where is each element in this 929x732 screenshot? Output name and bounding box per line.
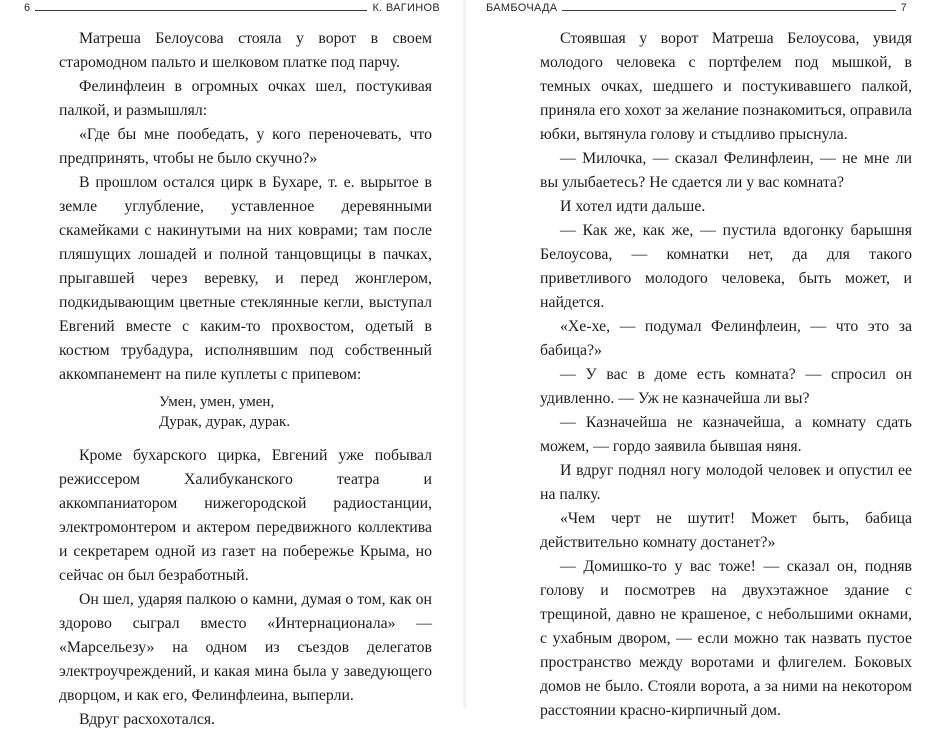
paragraph: И вдруг поднял ногу молодой человек и опустил ее на палку. bbox=[540, 462, 912, 503]
paragraph: «Где бы мне пообедать, у кого переночевать, что предпринять, чтобы не было скучно?» bbox=[59, 126, 432, 167]
left-page-header bbox=[24, 2, 440, 14]
right-page-header bbox=[486, 2, 907, 14]
page-number: 7 bbox=[900, 2, 907, 14]
verse-line: Дурак, дурак, дурак. bbox=[159, 414, 291, 430]
left-page bbox=[0, 0, 462, 728]
book-gutter bbox=[463, 0, 466, 708]
running-head: БАМБОЧАДА bbox=[486, 2, 558, 14]
left-page-body bbox=[59, 27, 432, 732]
right-page bbox=[467, 0, 929, 719]
paragraph: В прошлом остался цирк в Бухаре, т. е. вырытое в земле углубление, уставленное деревянными скамейками с накинутыми на них коврами; там после пляшущих лошадей и полной танцовщицы в пачках, прыгавшей через веревку, и перед жонглером, подкидывающим цветные стеклянные кегли, выступал Евгений вместе с каким-то прохвостом, одетый в костюм трубадура, исполнявшим под собственный аккомпанемент на пиле куплеты с припевом: bbox=[59, 174, 432, 383]
header-rule bbox=[35, 10, 367, 11]
paragraph: «Хе-хе, — подумал Фелинфлеин, — что это за бабица?» bbox=[540, 318, 912, 359]
paragraph: «Чем черт не шутит! Может быть, бабица действительно комнату достанет?» bbox=[540, 510, 912, 551]
verse-line: Умен, умен, умен, bbox=[159, 394, 275, 410]
paragraph: — Милочка, — сказал Фелинфлеин, — не мне ли вы улыбаетесь? Не сдается ли у вас комната? bbox=[540, 150, 912, 191]
paragraph: Он шел, ударяя палкою о камни, думая о том, как он здорово сыграл вместо «Интернационала» — «Марсельезу» на одном из съездов делегатов электроучреждений, и какая мина была у заведующего дворцом, и как его, Фелинфлеина, выперли. bbox=[59, 591, 432, 704]
paragraph: Вдруг расхохотался. bbox=[79, 711, 216, 728]
header-rule bbox=[562, 10, 895, 11]
paragraph: — У вас в доме есть комната? — спросил он удивленно. — Уж не казначейша ли вы? bbox=[540, 366, 912, 407]
page-number: 6 bbox=[24, 2, 31, 14]
paragraph: — Домишко-то у вас тоже! — сказал он, подняв голову и посмотрев на двухэтажное здание с трещиной, давно не крашеное, с небольшими окнами, с ухабным двором, — если можно так назвать пустое пространство между воротами и флигелем. Боковых домов не было. Стояли ворота, а за ними на некотором расстоянии красно-кирпичный дом. bbox=[540, 558, 912, 719]
verse-block bbox=[159, 392, 432, 432]
paragraph: И хотел идти дальше. bbox=[560, 198, 706, 215]
right-page-body bbox=[540, 27, 912, 723]
paragraph: Фелинфлеин в огромных очках шел, постукивая палкой, и размышлял: bbox=[59, 78, 432, 119]
running-head: К. ВАГИНОВ bbox=[372, 2, 440, 14]
paragraph: — Казначейша не казначейша, а комнату сдать можем, — гордо заявила бывшая няня. bbox=[540, 414, 912, 455]
paragraph: — Как же, как же, — пустила вдогонку барышня Белоусова, — комнатки нет, да для такого приветливого молодого человека, быть может, и найдется. bbox=[540, 222, 912, 311]
paragraph: Кроме бухарского цирка, Евгений уже побывал режиссером Халибуканского театра и аккомпаниатором нижегородской радиостанции, электромонтером и актером передвижного коллектива и секретарем одной из газет на побережье Крыма, но сейчас он был безработный. bbox=[59, 447, 432, 584]
paragraph: Стоявшая у ворот Матреша Белоусова, увидя молодого человека с портфелем под мышкой, в темных очках, шедшего и постукивавшего палкой, приняла его хохот за желание познакомиться, оправила юбки, вытянула голову и стыдливо прыснула. bbox=[540, 30, 912, 143]
paragraph: Матреша Белоусова стояла у ворот в своем старомодном пальто и шелковом платке под парчу. bbox=[59, 30, 432, 71]
